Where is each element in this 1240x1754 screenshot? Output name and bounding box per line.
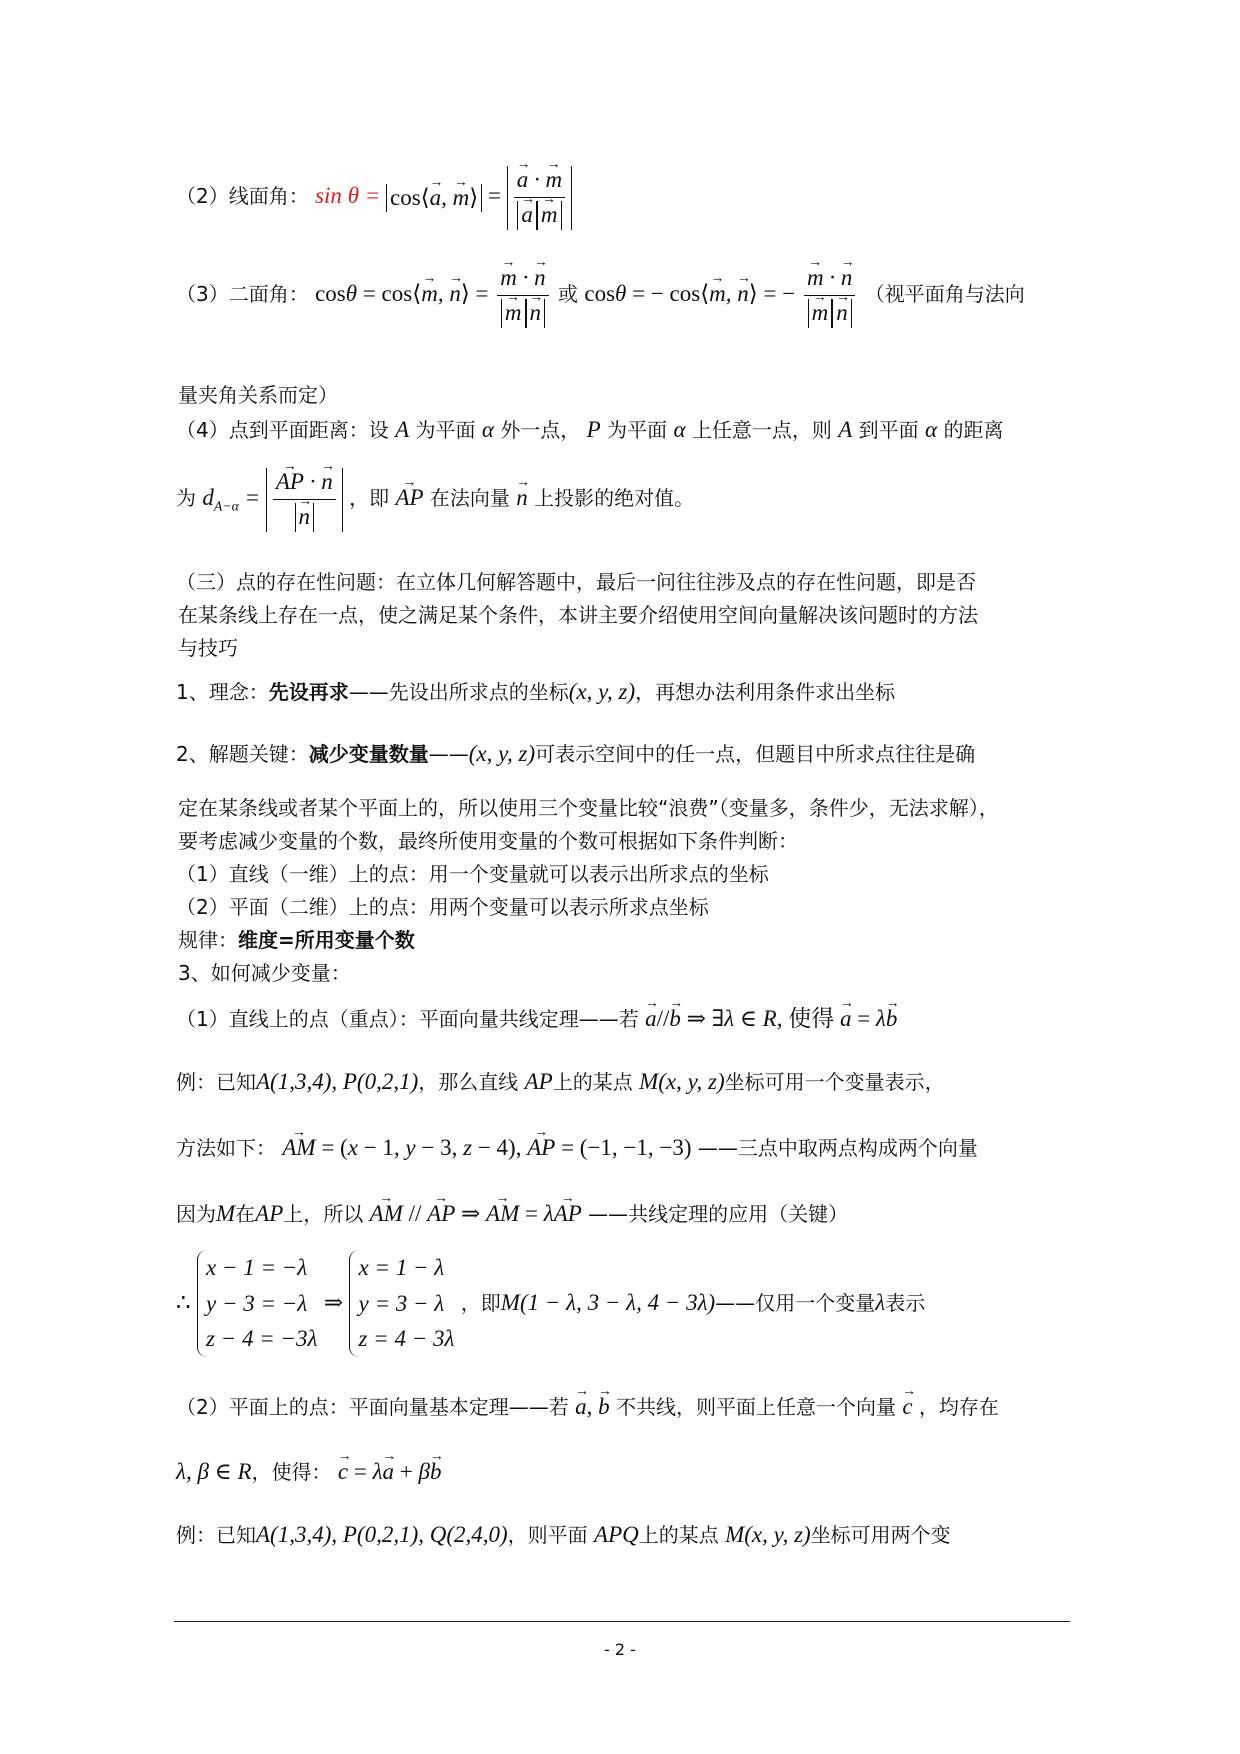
example-1-reason: 因为M在AP上，所以 → AM // → AP ⇒ → AM = λ→ AP ——共线定理的应用（关键）	[176, 1200, 848, 1229]
equation-system: ∴ x − 1 = −λ y − 3 = −λ z − 4 = −3λ ⇒ x = 1 − λ y = 3 − λ z = 4 − 3λ ，即M(1 − λ, 3 − λ, 4 − 3λ)——仅用一个变量λ表示	[176, 1250, 925, 1357]
footer-rule	[174, 1621, 1070, 1622]
item-2-line-4: （1）直线（一维）上的点：用一个变量就可以表示出所求点的坐标	[176, 862, 769, 886]
vector-formula: → AM = (x − 1, y − 3, z − 4), → AP = (−1, −1, −3)	[282, 1135, 691, 1160]
plane-theorem-2: λ, β ∈ R，使得： → c = λ→ a + β→ b	[176, 1458, 441, 1487]
formula-1: cosθ = cos⟨→ m, → n⟩ = → m · → n → m→ n	[315, 281, 552, 306]
label: （3）二面角：	[176, 282, 309, 307]
item-3: 3、如何减少变量：	[178, 961, 351, 985]
rule-line: 规律：维度=所用变量个数	[178, 928, 415, 952]
d-formula: $d_{A-\alpha}$ = → AP · → n → n	[202, 485, 342, 510]
example-1: 例：已知A(1,3,4), P(0,2,1)，那么直线 AP上的某点 M(x, y, z)坐标可用一个变量表示，	[176, 1069, 945, 1094]
or: 或	[558, 282, 578, 307]
plane-theorem: （2）平面上的点：平面向量基本定理——若 → a, → b 不共线，则平面上任意一个向量 → c ，均存在	[176, 1393, 999, 1422]
sin-theta: sin θ =	[315, 183, 387, 209]
distance-formula: 为 $d_{A-\alpha}$ = → AP · → n → n ，即 → AP 在法向量 → n 上投影的绝对值。	[176, 468, 694, 532]
formula-2: cosθ = − cos⟨→ m, → n⟩ = − → m · → n → m→ n	[584, 281, 858, 306]
page-number: - 2 -	[604, 1640, 636, 1659]
section-3-line-1: （三）点的存在性问题：在立体几何解答题中，最后一问往往涉及点的存在性问题，即是否	[176, 570, 976, 594]
section-3-line-2: 在某条线上存在一点，使之满足某个条件，本讲主要介绍使用空间向量解决该问题时的方法	[178, 603, 978, 627]
item-2: 2、解题关键：减少变量数量——(x, y, z)可表示空间中的任一点，但题目中所求点往往是确	[176, 741, 976, 766]
left-system: x − 1 = −λ y − 3 = −λ z − 4 = −3λ	[197, 1250, 317, 1357]
distance-line: （4）点到平面距离：设 A 为平面 α 外一点， P 为平面 α 上任意一点，则 A 到平面 α 的距离	[176, 417, 1004, 442]
item-2-line-3: 要考虑减少变量的个数，最终所使用变量的个数可根据如下条件判断：	[178, 829, 798, 853]
collinear-formula: → a//→ b ⇒ ∃λ ∈ R, 使得 → a = λ→ b	[645, 1006, 897, 1031]
label: （2）线面角：	[176, 184, 309, 209]
collinear-app: → AM // → AP ⇒ → AM = λ→ AP	[370, 1201, 582, 1226]
line-plane-angle	[176, 166, 572, 230]
example-1-method: 方法如下： → AM = (x − 1, y − 3, z − 4), → AP = (−1, −1, −3) ——三点中取两点构成两个向量	[176, 1134, 978, 1163]
plane-formula: → c = λ→ a + β→ b	[338, 1459, 442, 1484]
formula: cos⟨→ a, → m⟩ = → a · → m → a→ m	[386, 183, 572, 208]
item-2-line-5: （2）平面（二维）上的点：用两个变量可以表示所求点坐标	[176, 895, 709, 919]
item-2-line-2: 定在某条线或者某个平面上的，所以使用三个变量比较“浪费”（变量多，条件少，无法求解），	[178, 796, 999, 820]
item-1: 1、理念：先设再求——先设出所求点的坐标(x, y, z)，再想办法利用条件求出坐标	[176, 679, 896, 704]
dihedral-note: 量夹角关系而定）	[178, 383, 338, 407]
dihedral-angle	[176, 264, 1025, 328]
collinear-theorem: （1）直线上的点（重点）：平面向量共线定理——若 → a//→ b ⇒ ∃λ ∈ R, 使得 → a = λ→ b	[176, 1005, 897, 1034]
right-system: x = 1 − λ y = 3 − λ z = 4 − 3λ	[349, 1250, 454, 1357]
section-3-line-3: 与技巧	[178, 636, 238, 660]
tail: （视平面角与法向	[864, 282, 1025, 307]
example-2: 例：已知A(1,3,4), P(0,2,1), Q(2,4,0)，则平面 APQ上的某点 M(x, y, z)坐标可用两个变	[176, 1522, 951, 1547]
